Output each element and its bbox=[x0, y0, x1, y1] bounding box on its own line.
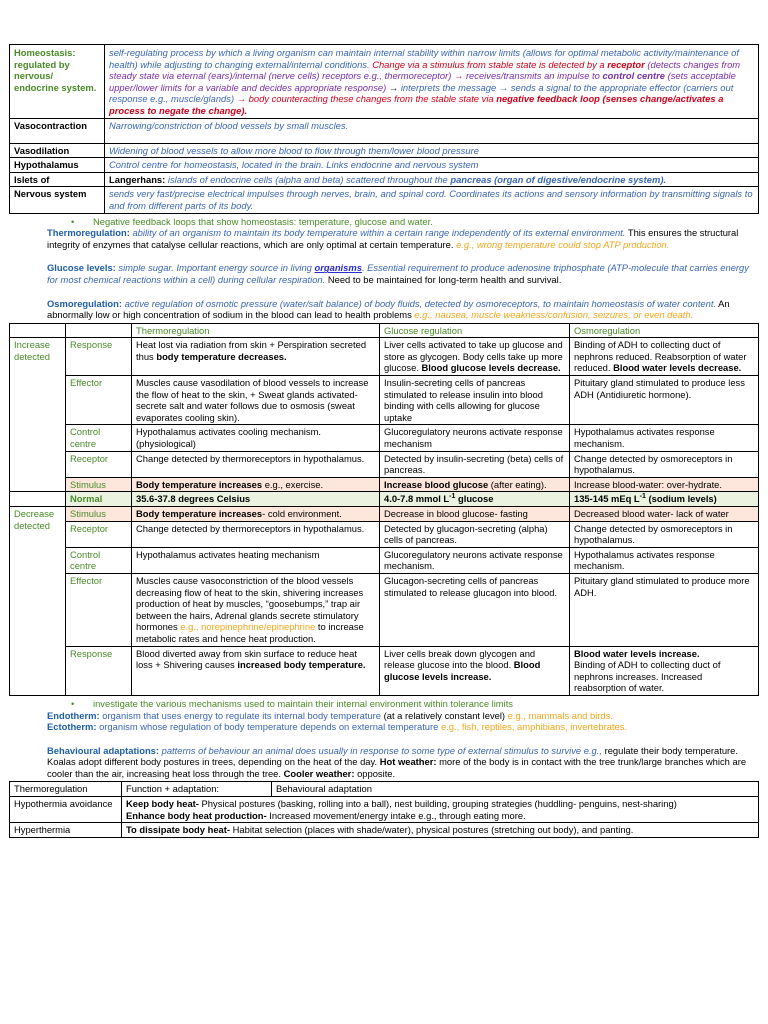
cell-osmo: Change detected by osmoreceptors in hypothalamus. bbox=[570, 451, 759, 477]
def-homeostasis-4: (detects changes from steady state via eternal (ears)/internal (nerve cells) receptors e.g., thermoreceptor) bbox=[109, 58, 741, 82]
behav-t1: regulate their body temperature. Koalas adopt different body postures in trees, depending on the heat of the day. bbox=[47, 744, 738, 768]
cell-glucose: Insulin-secreting cells of pancreas stimulated to release insulin into blood binding with cells allowing for glucose uptake bbox=[380, 376, 570, 425]
cell-thermo: Blood diverted away from skin surface to reduce heat loss + Shivering causes increased body temperature. bbox=[132, 646, 380, 695]
cell-glucose: Liver cells break down glycogen and release glucose into the blood. Blood glucose levels increase. bbox=[380, 646, 570, 695]
def-vasoconstriction: Narrowing/constriction of blood vessels by small muscles. bbox=[105, 118, 759, 143]
behav-t2: more of the body is in contact with the tree trunk/large branches which are cooler than the air, increasing heat loss through the tree. bbox=[47, 756, 747, 779]
row-label: Control centre bbox=[66, 425, 132, 451]
def-hypothalamus: Control centre for homeostasis, located in the brain. Links endocrine and nervous system bbox=[105, 158, 759, 173]
term-nervous: Nervous system bbox=[10, 187, 105, 213]
inc-row-stimulus bbox=[10, 477, 759, 492]
def-homeostasis-receptor: receptor bbox=[607, 58, 645, 70]
cell-glucose: Glucoregulatory neurons activate response mechanism. bbox=[380, 547, 570, 573]
cell-osmo: Hypothalamus activates response mechanism. bbox=[570, 547, 759, 573]
behav-detail: To dissipate body heat- Habitat selection (places with shade/water), physical postures (stretching out body), and panting. bbox=[122, 823, 759, 838]
bullet-feedback-text: Negative feedback loops that show homeostasis: temperature, glucose and water. bbox=[93, 215, 433, 227]
inc-row-receptor bbox=[10, 451, 759, 477]
def-homeostasis-7: (sets acceptable upper/lower limits for a variable and decides appropriate response) bbox=[109, 70, 736, 93]
normal-label: Normal bbox=[66, 492, 132, 507]
arrow-icon: → bbox=[498, 81, 509, 93]
def-homeostasis-9: sends a signal to the appropriate effector (carriers out response e.g., muscle/glands) bbox=[109, 81, 734, 105]
thermo-label: Thermoregulation: bbox=[47, 227, 130, 239]
behav-hot: Hot weather: bbox=[379, 756, 437, 768]
osmoregulation-paragraph bbox=[9, 298, 759, 321]
cell-osmo: Decreased blood water- lack of water bbox=[570, 507, 759, 522]
glucose-def2: . Essential requirement to produce adenosine triphosphate (ATP-molecule that carries energy for most chemical reactions within a cell) during cellular respiration. bbox=[47, 262, 749, 285]
cell-glucose: Glucoregulatory neurons activate response mechanism bbox=[380, 425, 570, 451]
bullet-feedback bbox=[9, 216, 759, 228]
def-islets bbox=[105, 172, 759, 187]
ectotherm-def: organism whose regulation of body temperature depends on external temperature bbox=[99, 721, 439, 733]
glucose-paragraph bbox=[9, 262, 759, 285]
def-homeostasis bbox=[105, 45, 759, 119]
normal-blank bbox=[10, 492, 66, 507]
def-row-homeostasis bbox=[10, 45, 759, 119]
cell-osmo: Pituitary gland stimulated to produce less ADH (Antidiuretic hormone). bbox=[570, 376, 759, 425]
cell-glucose: Increase blood glucose (after eating). bbox=[380, 477, 570, 492]
behav-row-hyperthermia bbox=[10, 823, 759, 838]
inc-row-effector bbox=[10, 376, 759, 425]
def-row-vasoconstriction bbox=[10, 118, 759, 143]
osmo-label: Osmoregulation: bbox=[47, 297, 123, 309]
def-homeostasis-10: body counteracting these changes from the stable state via bbox=[248, 93, 494, 105]
decrease-detected-label: Decrease detected bbox=[10, 507, 66, 696]
behav-def: patterns of behaviour an animal does usually in response to some type of external stimulus to survive e.g., bbox=[161, 744, 602, 756]
behav-header-3: Behavioural adaptation bbox=[272, 782, 759, 797]
regulation-table bbox=[9, 323, 759, 696]
cell-glucose: Liver cells activated to take up glucose and store as glycogen. Body cells take up more glucose. Blood glucose levels decrease. bbox=[380, 338, 570, 376]
ectotherm-eg: e.g., fish, reptiles, amphibians, invertebrates. bbox=[440, 721, 628, 733]
def-homeostasis-2: Change via a stimulus from stable state is detected by a bbox=[372, 58, 605, 70]
def-vasodilation: Widening of blood vessels to allow more blood to flow through them/lower blood pressure bbox=[105, 143, 759, 158]
cell-thermo: Hypothalamus activates cooling mechanism. (physiological) bbox=[132, 425, 380, 451]
term-langerhans: Langerhans: bbox=[109, 173, 166, 185]
row-label: Receptor bbox=[66, 451, 132, 477]
thermo-def: ability of an organism to maintain its body temperature within a certain range independently of its external environment. bbox=[132, 227, 626, 239]
cell-thermo: Change detected by thermoreceptors in hypothalamus. bbox=[132, 521, 380, 547]
row-label: Effector bbox=[66, 573, 132, 646]
regulation-header-row bbox=[10, 323, 759, 338]
dec-row-receptor bbox=[10, 521, 759, 547]
behav-label: Behavioural adaptations: bbox=[47, 744, 160, 756]
normal-thermo: 35.6-37.8 degrees Celsius bbox=[132, 492, 380, 507]
cell-glucose: Glucagon-secreting cells of pancreas stimulated to release glucagon into blood. bbox=[380, 573, 570, 646]
row-label: Control centre bbox=[66, 547, 132, 573]
dec-row-response bbox=[10, 646, 759, 695]
def-homeostasis-8: interprets the message bbox=[400, 81, 497, 93]
row-label: Stimulus bbox=[66, 477, 132, 492]
term-hypothalamus: Hypothalamus bbox=[10, 158, 105, 173]
increase-detected-label: Increase detected bbox=[10, 338, 66, 492]
term-vasodilation: Vasodilation bbox=[10, 143, 105, 158]
def-row-vasodilation bbox=[10, 143, 759, 158]
glucose-label: Glucose levels: bbox=[47, 262, 116, 274]
arrow-icon: → bbox=[388, 81, 399, 93]
header-thermo: Thermoregulation bbox=[132, 323, 380, 338]
header-blank-1 bbox=[10, 323, 66, 338]
term-vasoconstriction: Vasocontraction bbox=[10, 118, 105, 143]
def-islets-text: islands of endocrine cells (alpha and beta) scattered throughout the bbox=[167, 173, 448, 185]
cell-thermo: Hypothalamus activates heating mechanism bbox=[132, 547, 380, 573]
def-homeostasis-1: self-regulating process by which a living organism can maintain internal stability within narrow limits (allows for optimal metabolic activity/maintenance of health) while adjusting to changing external/internal conditions. bbox=[109, 47, 739, 70]
bullet-investigate bbox=[9, 698, 759, 710]
cell-thermo: Muscles cause vasodilation of blood vessels to increase the flow of heat to the skin, + Sweat glands activated- secrete salt and water follows due to osmosis (sweat evaporates cooling skin). bbox=[132, 376, 380, 425]
dec-row-effector bbox=[10, 573, 759, 646]
row-label: Stimulus bbox=[66, 507, 132, 522]
header-glucose: Glucose regulation bbox=[380, 323, 570, 338]
behav-row-hypothermia bbox=[10, 797, 759, 823]
thermo-text: This ensures the structural integrity of enzymes that catalyse cellular reactions, which are only optimal at certain temperature. bbox=[47, 227, 739, 250]
row-label: Effector bbox=[66, 376, 132, 425]
cell-thermo: Body temperature increases e.g., exercise. bbox=[132, 477, 380, 492]
organisms-link[interactable]: organisms bbox=[314, 262, 362, 274]
header-blank-2 bbox=[66, 323, 132, 338]
behav-cond: Hypothermia avoidance bbox=[10, 797, 122, 823]
ectotherm-line bbox=[9, 721, 759, 733]
cell-osmo: Hypothalamus activates response mechanism. bbox=[570, 425, 759, 451]
row-label: Response bbox=[66, 338, 132, 376]
def-homeostasis-nfl: negative feedback loop (senses change/activates a process to negate the change). bbox=[109, 93, 724, 116]
osmo-def: active regulation of osmotic pressure (water/salt balance) of body fluids, detected by osmoreceptors, to maintain homeostasis of water content. bbox=[124, 297, 717, 309]
behav-detail: Keep body heat- Physical postures (basking, rolling into a ball), nest building, grouping strategies (huddling- penguins, nest-sharing) Enhance body heat production- Increased movement/energy intake e.g., through eating more. bbox=[122, 797, 759, 823]
cell-osmo: Pituitary gland stimulated to produce more ADH. bbox=[570, 573, 759, 646]
glucose-def1: simple sugar. Important energy source in living bbox=[118, 262, 312, 274]
normal-row bbox=[10, 492, 759, 507]
behavioural-table bbox=[9, 781, 759, 837]
cell-glucose: Detected by insulin-secreting (beta) cells of pancreas. bbox=[380, 451, 570, 477]
endotherm-label: Endotherm: bbox=[47, 709, 100, 721]
def-row-hypothalamus bbox=[10, 158, 759, 173]
behav-header-1: Thermoregulation bbox=[10, 782, 122, 797]
behav-header-2: Function + adaptation: bbox=[122, 782, 272, 797]
cell-osmo: Blood water levels increase. Binding of ADH to collecting duct of nephrons increases. Increased reabsorption of water. bbox=[570, 646, 759, 695]
def-row-islets bbox=[10, 172, 759, 187]
normal-glucose: 4.0-7.8 mmol $L^{-1}$ glucose bbox=[380, 492, 570, 507]
cell-glucose: Detected by glucagon-secreting (alpha) cells of pancreas. bbox=[380, 521, 570, 547]
osmo-text: An abnormally low or high concentration of sodium in the blood can lead to health problems bbox=[47, 297, 730, 321]
cell-thermo: Change detected by thermoreceptors in hypothalamus. bbox=[132, 451, 380, 477]
bullet-investigate-text: investigate the various mechanisms used to maintain their internal environment within tolerance limits bbox=[93, 697, 513, 709]
cell-glucose: Decrease in blood glucose- fasting bbox=[380, 507, 570, 522]
thermo-eg: e.g., wrong temperature could stop ATP production. bbox=[456, 238, 670, 250]
endotherm-def: organism that uses energy to regulate its internal body temperature bbox=[102, 709, 382, 721]
row-label: Response bbox=[66, 646, 132, 695]
arrow-icon: → bbox=[236, 93, 247, 105]
endotherm-line bbox=[9, 710, 759, 722]
cell-osmo: Increase blood-water: over-hydrate. bbox=[570, 477, 759, 492]
behavioural-paragraph bbox=[9, 745, 759, 780]
document-page bbox=[9, 44, 759, 838]
arrow-icon: → bbox=[453, 70, 464, 82]
cell-thermo: Body temperature increases- cold environment. bbox=[132, 507, 380, 522]
inc-row-response bbox=[10, 338, 759, 376]
endotherm-paren: (at a relatively constant level) bbox=[383, 709, 506, 721]
def-nervous: sends very fast/precise electrical impulses through nerves, brain, and spinal cord. Coordinates its actions and sensory information by transmitting signals to and from different parts of its body. bbox=[105, 187, 759, 213]
cell-thermo: Muscles cause vasoconstriction of the blood vessels decreasing flow of heat to the skin, shivering increases production of heat by muscles, “goosebumps,” trap air between the hairs, Adrenal glands secrete stimulatory hormones e.g., norepinephrine/epinephrine to increase metabolic rates and hence heat production. bbox=[132, 573, 380, 646]
cell-thermo: Heat lost via radiation from skin + Perspiration secreted thus body temperature decreases. bbox=[132, 338, 380, 376]
row-label: Receptor bbox=[66, 521, 132, 547]
term-homeostasis: Homeostasis: regulated by nervous/ endocrine system. bbox=[10, 45, 105, 119]
def-row-nervous bbox=[10, 187, 759, 213]
cell-osmo: Change detected by osmoreceptors in hypothalamus. bbox=[570, 521, 759, 547]
behav-cond: Hyperthermia bbox=[10, 823, 122, 838]
glucose-text: Need to be maintained for long-term health and survival. bbox=[327, 273, 562, 285]
behav-t3: opposite. bbox=[357, 767, 396, 779]
term-islets: Islets of bbox=[10, 172, 105, 187]
def-homeostasis-control: control centre bbox=[602, 70, 665, 82]
normal-osmo: 135-145 mEq $L^{-1}$ (sodium levels) bbox=[570, 492, 759, 507]
def-islets-pancreas: pancreas (organ of digestive/endocrine system). bbox=[450, 173, 667, 185]
dec-row-control bbox=[10, 547, 759, 573]
cell-osmo: Binding of ADH to collecting duct of nephrons reduced. Reabsorption of water reduced. Blood water levels decrease. bbox=[570, 338, 759, 376]
behav-header-row bbox=[10, 782, 759, 797]
thermoregulation-paragraph bbox=[9, 227, 759, 250]
behav-cool: Cooler weather: bbox=[283, 767, 355, 779]
dec-row-stimulus bbox=[10, 507, 759, 522]
header-osmo: Osmoregulation bbox=[570, 323, 759, 338]
osmo-eg: e.g., nausea, muscle weakness/confusion, seizures, or even death. bbox=[414, 309, 694, 321]
inc-row-control bbox=[10, 425, 759, 451]
definitions-table bbox=[9, 44, 759, 214]
def-homeostasis-5: receives/transmits an impulse to bbox=[465, 70, 600, 82]
ectotherm-label: Ectotherm: bbox=[47, 721, 97, 733]
endotherm-eg: e.g., mammals and birds. bbox=[507, 709, 613, 721]
